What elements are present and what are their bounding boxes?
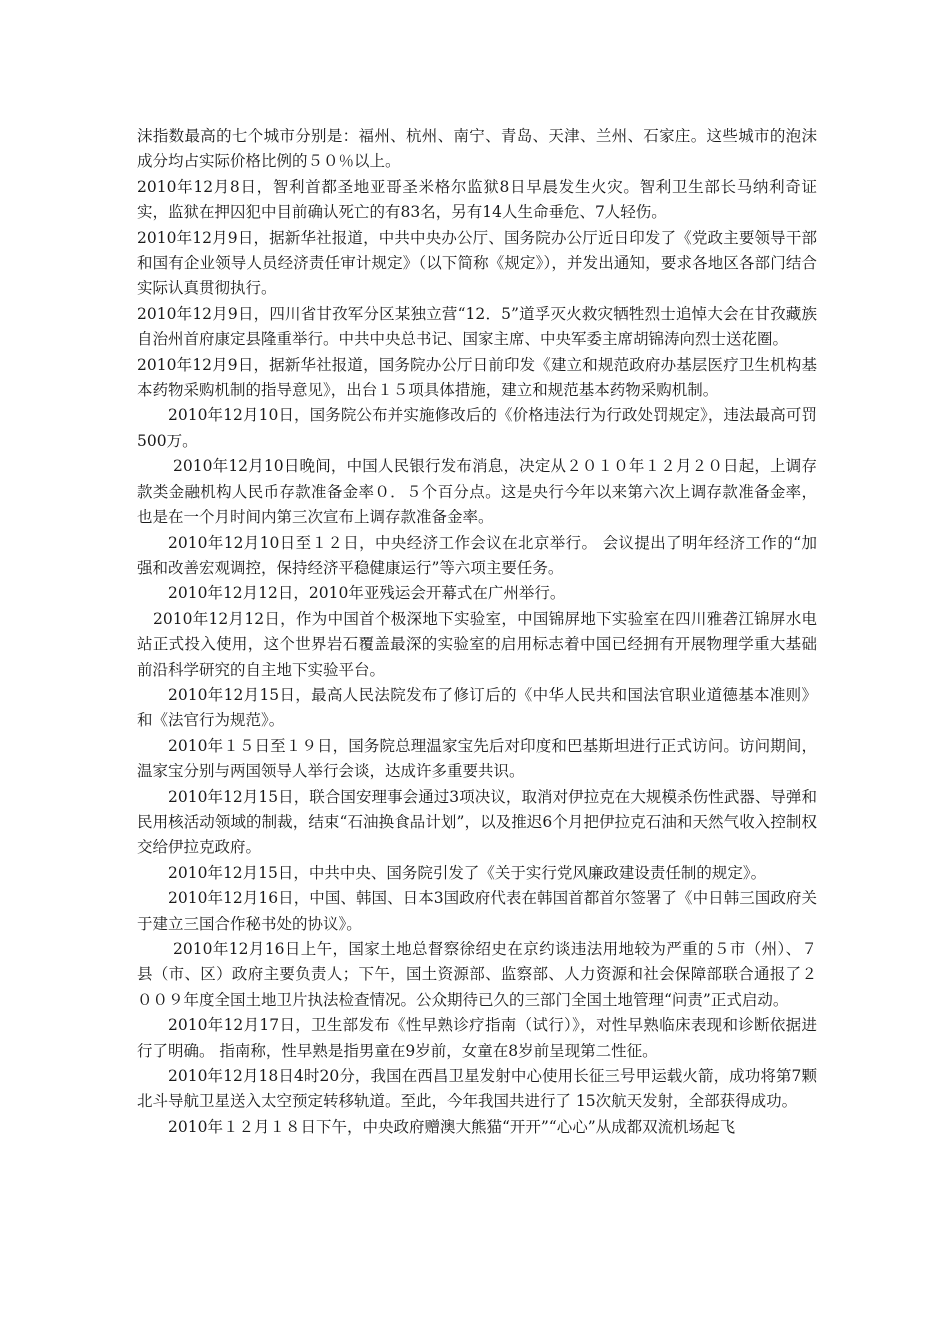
paragraph-panda-gift: 2010年１２月１８日下午，中央政府赠澳大熊猫“开开”“心心”从成都双流机场起飞 — [168, 1117, 736, 1136]
document-body — [137, 124, 817, 1140]
paragraph-bubble-cities: 沫指数最高的七个城市分别是：福州、杭州、南宁、青岛、天津、兰州、石家庄。这些城市的泡沫成分均占实际价格比例的５０％以上。 — [137, 127, 817, 171]
paragraph-trilateral-secretariat: 2010年12月16日，中国、韩国、日本3国政府代表在韩国首都首尔签署了《中日韩三国政府关于建立三国合作秘书处的协议》。 — [137, 889, 817, 933]
paragraph-land-inspection: 2010年12月16日上午，国家土地总督察徐绍史在京约谈违法用地较为严重的５市（州）、７县（市、区）政府主要负责人；下午，国土资源部、监察部、人力资源和社会保障部联合通报了２００９年度全国土地卫片执法检查情况。公众期待已久的三部门全国土地管理“问责”正式启动。 — [137, 940, 817, 1009]
paragraph-price-penalty: 2010年12月10日，国务院公布并实施修改后的《价格违法行为行政处罚规定》，违法最高可罚500万。 — [137, 406, 817, 450]
paragraph-drug-procurement: 2010年12月9日，据新华社报道，国务院办公厅日前印发《建立和规范政府办基层医疗卫生机构基本药物采购机制的指导意见》，出台１５项具体措施，建立和规范基本药物采购机制。 — [137, 355, 817, 400]
paragraph-economic-conference: 2010年12月10日至１２日，中央经济工作会议在北京举行。 会议提出了明年经济工作的“加强和改善宏观调控，保持经济平稳健康运行”等六项主要任务。 — [137, 533, 817, 577]
paragraph-jinping-lab: 2010年12月12日，作为中国首个极深地下实验室，中国锦屏地下实验室在四川雅砻江锦屏水电站正式投入使用，这个世界岩石覆盖最深的实验室的启用标志着中国已经拥有开展物理学重大基础前沿科学研究的自主地下实验平台。 — [137, 609, 817, 679]
paragraph-asian-para-games: 2010年12月12日，2010年亚残运会开幕式在广州举行。 — [168, 584, 566, 603]
paragraph-reserve-ratio: 2010年12月10日晚间，中国人民银行发布消息，决定从２０１０年１２月２０日起，上调存款类金融机构人民币存款准备金率０．５个百分点。这是央行今年以来第六次上调存款准备金率，也是在一个月时间内第三次宣布上调存款准备金率。 — [137, 457, 817, 527]
paragraph-beidou-launch: 2010年12月18日4时20分，我国在西昌卫星发射中心使用长征三号甲运载火箭，成功将第7颗北斗导航卫星送入太空预定转移轨道。至此，今年我国共进行了 15次航天发射，全部获得成功。 — [137, 1067, 817, 1111]
paragraph-party-conduct: 2010年12月15日，中共中央、国务院引发了《关于实行党风廉政建设责任制的规定》。 — [168, 863, 767, 882]
paragraph-un-iraq-resolution: 2010年12月15日，联合国安理事会通过3项决议，取消对伊拉克在大规模杀伤性武器、导弹和民用核活动领域的制裁，结束“石油换食品计划”，以及推迟6个月把伊拉克石油和天然气收入控制权交给伊拉克政府。 — [137, 787, 817, 857]
paragraph-audit-regulation: 2010年12月9日，据新华社报道，中共中央办公厅、国务院办公厅近日印发了《党政主要领导干部和国有企业领导人员经济责任审计规定》（以下简称《规定》），并发出通知，要求各地区各部门结合实际认真贯彻执行。 — [137, 228, 817, 298]
paragraph-precocious-puberty: 2010年12月17日，卫生部发布《性早熟诊疗指南（试行）》，对性早熟临床表现和诊断依据进行了明确。 指南称，性早熟是指男童在9岁前，女童在8岁前呈现第二性征。 — [137, 1016, 817, 1060]
paragraph-chile-prison-fire: 2010年12月8日，智利首都圣地亚哥圣米格尔监狱8日早晨发生火灾。智利卫生部长马纳利奇证实，监狱在押囚犯中目前确认死亡的有83名，另有14人生命垂危、7人轻伤。 — [137, 177, 817, 222]
paragraph-judge-ethics: 2010年12月15日，最高人民法院发布了修订后的《中华人民共和国法官职业道德基本准则》和《法官行为规范》。 — [137, 685, 817, 730]
paragraph-ganzi-memorial: 2010年12月9日，四川省甘孜军分区某独立营“12．5”道孚灭火救灾牺牲烈士追悼大会在甘孜藏族自治州首府康定县隆重举行。中共中央总书记、国家主席、中央军委主席胡锦涛向烈士送花圈。 — [137, 304, 817, 349]
paragraph-india-pakistan-visit: 2010年１５日至１９日，国务院总理温家宝先后对印度和巴基斯坦进行正式访问。访问期间，温家宝分别与两国领导人举行会谈，达成许多重要共识。 — [137, 736, 817, 781]
